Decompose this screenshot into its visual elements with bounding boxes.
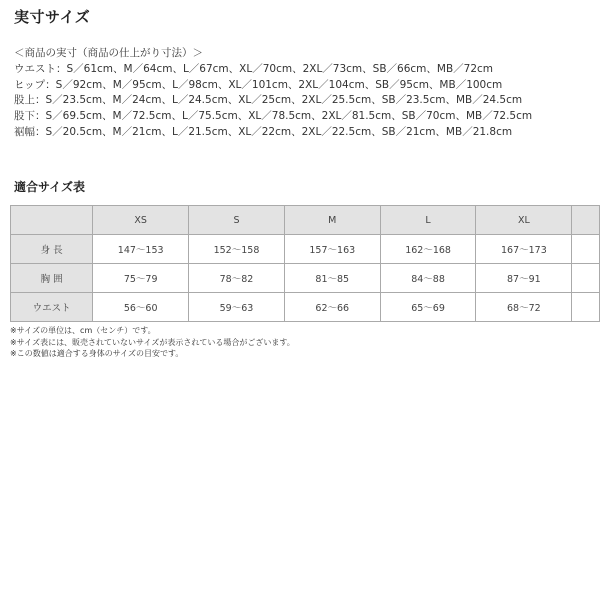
table-cell: 81〜85: [284, 264, 380, 293]
table-cell: 65〜69: [380, 293, 476, 322]
row-header: ウエスト: [11, 293, 93, 322]
table-cell: 62〜66: [284, 293, 380, 322]
table-cell: 87〜91: [476, 264, 572, 293]
row-header: 胸 囲: [11, 264, 93, 293]
column-header: XS: [93, 206, 189, 235]
note-body-size-guide: ※この数値は適合する身体のサイズの目安です。: [10, 349, 184, 358]
table-cell-overflow: [572, 293, 600, 322]
actual-size-spec: [14, 46, 532, 141]
table-cell: 147〜153: [93, 235, 189, 264]
column-header: XL: [476, 206, 572, 235]
table-cell-overflow: [572, 235, 600, 264]
table-cell: 56〜60: [93, 293, 189, 322]
table-cell: 84〜88: [380, 264, 476, 293]
column-header: L: [380, 206, 476, 235]
column-header-overflow: [572, 206, 600, 235]
spec-line-hip: ヒップ：S／92cm、M／95cm、L／98cm、XL／101cm、2XL／104cm、SB／95cm、MB／100cm: [14, 78, 503, 91]
column-header: M: [284, 206, 380, 235]
spec-heading: ＜商品の実寸（商品の仕上がり寸法）＞: [14, 47, 203, 59]
spec-line-hem-width: 裾幅：S／20.5cm、M／21cm、L／21.5cm、XL／22cm、2XL／22.5cm、SB／21cm、MB／21.8cm: [14, 125, 513, 138]
table-header-row: [11, 206, 600, 235]
table-row: [11, 235, 600, 264]
spec-line-waist: ウエスト：S／61cm、M／64cm、L／67cm、XL／70cm、2XL／73cm、SB／66cm、MB／72cm: [14, 62, 494, 75]
size-notes: [10, 325, 295, 360]
page-title: 実寸サイズ: [14, 8, 91, 26]
table-cell: 78〜82: [189, 264, 285, 293]
row-header: 身 長: [11, 235, 93, 264]
spec-line-inseam: 股下：S／69.5cm、M／72.5cm、L／75.5cm、XL／78.5cm、2XL／81.5cm、SB／70cm、MB／72.5cm: [14, 110, 533, 123]
table-cell: 157〜163: [284, 235, 380, 264]
table-row: [11, 293, 600, 322]
table-row: [11, 264, 600, 293]
column-header: S: [189, 206, 285, 235]
table-cell-overflow: [572, 264, 600, 293]
table-corner-cell: [11, 206, 93, 235]
table-cell: 68〜72: [476, 293, 572, 322]
table-cell: 152〜158: [189, 235, 285, 264]
table-cell: 75〜79: [93, 264, 189, 293]
note-unavailable-sizes: ※サイズ表には、販売されていないサイズが表示されている場合がございます。: [10, 337, 295, 347]
size-chart-table: [10, 205, 600, 322]
table-cell: 162〜168: [380, 235, 476, 264]
spec-line-rise: 股上：S／23.5cm、M／24cm、L／24.5cm、XL／25cm、2XL／25.5cm、SB／23.5cm、MB／24.5cm: [14, 94, 523, 107]
size-table-title: 適合サイズ表: [14, 180, 86, 194]
table-cell: 59〜63: [189, 293, 285, 322]
table-cell: 167〜173: [476, 235, 572, 264]
note-unit: ※サイズの単位は、cm（センチ）です。: [10, 326, 156, 335]
